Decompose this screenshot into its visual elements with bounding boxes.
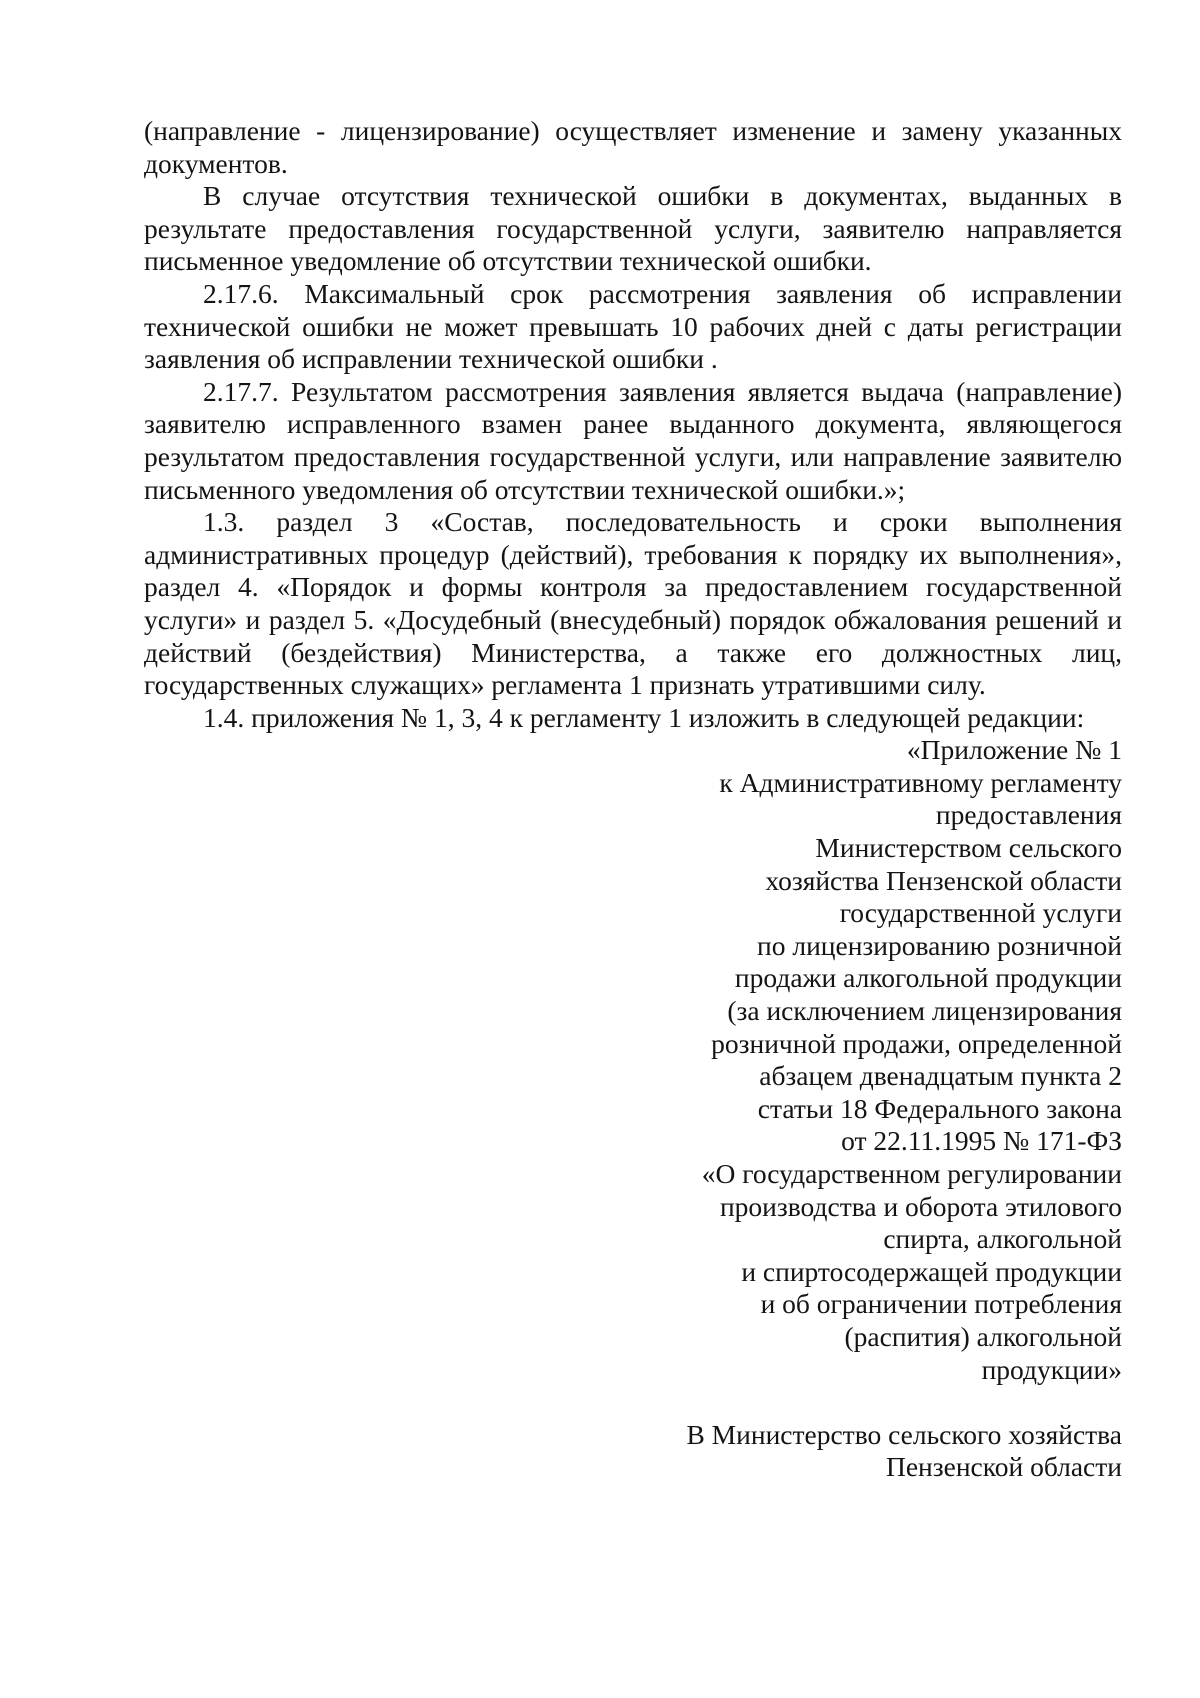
appendix-header-line: государственной услуги xyxy=(839,897,1122,929)
paragraph-1-3: 1.3. раздел 3 «Состав, последовательность и сроки выполнения административных процедур (действий), требования к порядку их выполнения», раздел 4. «Порядок и формы контроля за предоставлением государственной услуги» и раздел 5. «Досудебный (внесудебный) порядок обжалования решений и действий (бездействия) Министерства, а также его должностных лиц, государственных служащих» регламента 1 признать утратившими силу. xyxy=(144,506,1122,701)
appendix-header-line: (распития) алкогольной xyxy=(844,1320,1122,1352)
appendix-header-line: «О государственном регулировании xyxy=(701,1158,1122,1189)
appendix-header-line: хозяйства Пензенской области xyxy=(765,864,1122,896)
appendix-header-line: к Административному регламенту xyxy=(719,766,1122,798)
appendix-header-line: «Приложение № 1 xyxy=(906,734,1122,766)
appendix-header-line: абзацем двенадцатым пункта 2 xyxy=(759,1060,1122,1092)
addressee-line: Пензенской области xyxy=(885,1451,1122,1483)
document-page xyxy=(144,115,1122,1484)
appendix-header-line: (за исключением лицензирования xyxy=(727,995,1122,1027)
appendix-header-line: и спиртосодержащей продукции xyxy=(741,1255,1122,1287)
addressee-block xyxy=(144,1419,1122,1484)
appendix-header-line: производства и оборота этилового xyxy=(719,1190,1122,1222)
paragraph-1-4: 1.4. приложения № 1, 3, 4 к регламенту 1 изложить в следующей редакции: xyxy=(203,701,1085,733)
appendix-header xyxy=(144,734,1122,1386)
paragraph-2-17-6: 2.17.6. Максимальный срок рассмотрения заявления об исправлении технической ошибки не может превышать 10 рабочих дней с даты регистрации заявления об исправлении технической ошибки . xyxy=(144,277,1122,375)
appendix-header-line: продукции» xyxy=(981,1353,1122,1385)
appendix-header-line: спирта, алкогольной xyxy=(883,1223,1122,1255)
appendix-header-line: продажи алкогольной продукции xyxy=(734,962,1122,994)
paragraph-no-error-notice: В случае отсутствия технической ошибки в документах, выданных в результате предоставления государственной услуги, заявителю направляется письменное уведомление об отсутствии технической ошибки. xyxy=(144,180,1122,277)
appendix-header-line: Министерством сельского xyxy=(815,832,1122,864)
paragraph-2-17-7: 2.17.7. Результатом рассмотрения заявления является выдача (направление) заявителю исправленного взамен ранее выданного документа, являющегося результатом предоставления государственной услуги, или направление заявителю письменного уведомления об отсутствии технической ошибки.»; xyxy=(144,375,1122,505)
appendix-header-line: розничной продажи, определенной xyxy=(711,1027,1122,1059)
appendix-header-line: и об ограничении потребления xyxy=(760,1288,1122,1320)
addressee-line: В Министерство сельского хозяйства xyxy=(686,1418,1122,1450)
appendix-header-line: статьи 18 Федерального закона xyxy=(757,1092,1122,1124)
appendix-header-line: предоставления xyxy=(935,799,1122,831)
appendix-header-line: по лицензированию розничной xyxy=(757,929,1122,961)
paragraph-continuation: (направление - лицензирование) осуществляет изменение и замену указанных документов. xyxy=(144,115,1122,179)
appendix-header-line: от 22.11.1995 № 171-ФЗ xyxy=(841,1125,1122,1157)
